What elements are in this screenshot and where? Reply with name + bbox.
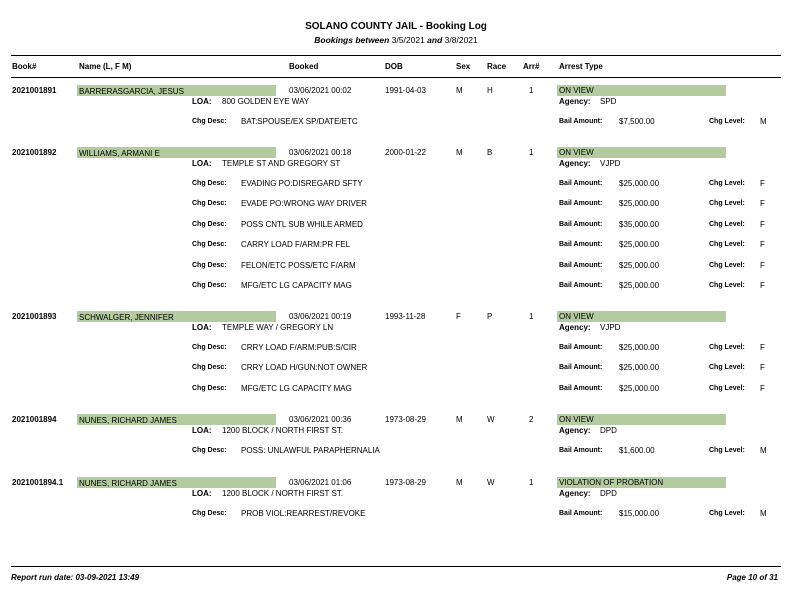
arrest-type: VIOLATION OF PROBATION — [559, 478, 664, 487]
bail-amount-label: Bail Amount: — [559, 364, 603, 372]
race-value: B — [487, 148, 493, 157]
charge-description: PROB VIOL:REARREST/REVOKE — [241, 509, 366, 518]
chg-desc-label: Chg Desc: — [192, 180, 227, 187]
col-header-race: Race — [487, 62, 507, 71]
charge-level: F — [760, 199, 765, 209]
charge-level: M — [760, 117, 767, 126]
bail-amount: $25,000.00 — [619, 281, 660, 290]
charge-description: CRRY LOAD H/GUN:NOT OWNER — [241, 363, 368, 373]
bail-amount-label: Bail Amount: — [559, 282, 603, 289]
chg-level-label: Chg Level: — [709, 220, 745, 228]
report-subtitle — [0, 35, 792, 45]
charge-level: F — [760, 363, 765, 373]
booked-datetime: 03/06/2021 00:18 — [289, 148, 352, 157]
chg-level-label: Chg Level: — [709, 510, 745, 517]
arrest-count: 1 — [529, 478, 534, 487]
chg-level-label: Chg Level: — [709, 344, 745, 351]
sex-value: M — [456, 86, 463, 95]
charge-description: BAT:SPOUSE/EX SP/DATE/ETC — [241, 117, 358, 126]
bail-amount: $25,000.00 — [619, 343, 660, 352]
bail-amount: $25,000.00 — [619, 363, 660, 373]
agency-label: Agency: — [559, 426, 591, 435]
bail-amount-label: Bail Amount: — [559, 344, 603, 351]
loa-value: 800 GOLDEN EYE WAY — [222, 97, 310, 106]
chg-level-label: Chg Level: — [709, 241, 745, 249]
agency-value: VJPD — [600, 323, 621, 332]
charge-description: FELON/ETC POSS/ETC F/ARM — [241, 260, 356, 270]
chg-desc-label: Chg Desc: — [192, 364, 227, 372]
loa-label: LOA: — [192, 97, 212, 106]
inmate-name: NUNES, RICHARD JAMES — [79, 416, 177, 425]
col-header-arr: Arr# — [523, 62, 540, 71]
booked-datetime: 03/06/2021 00:19 — [289, 312, 352, 321]
agency-label: Agency: — [559, 323, 591, 332]
bail-amount: $25,000.00 — [619, 383, 660, 393]
agency-value: DPD — [600, 426, 617, 435]
report-run-date: Report run date: 03-09-2021 13:49 — [11, 573, 140, 582]
charge-description: CRRY LOAD F/ARM:PUB:S/CIR — [241, 343, 357, 352]
arrest-count: 2 — [529, 415, 534, 424]
bail-amount: $15,000.00 — [619, 509, 660, 518]
date-from: 3/5/2021 — [391, 35, 425, 45]
charge-description: CARRY LOAD F/ARM:PR FEL — [241, 240, 351, 250]
charge-description: EVADING PO:DISREGARD SFTY — [241, 179, 363, 188]
chg-desc-label: Chg Desc: — [192, 118, 227, 125]
arrest-count: 1 — [529, 148, 534, 157]
booked-datetime: 03/06/2021 00:02 — [289, 86, 352, 95]
loa-value: 1200 BLOCK / NORTH FIRST ST. — [222, 426, 344, 435]
subtitle-and: and — [427, 35, 443, 45]
booking-number: 2021001894 — [12, 415, 57, 424]
charge-level: M — [760, 446, 767, 455]
chg-desc-label: Chg Desc: — [192, 510, 227, 517]
col-header-arrest-type: Arrest Type — [559, 62, 603, 71]
bail-amount-label: Bail Amount: — [559, 220, 603, 228]
loa-value: 1200 BLOCK / NORTH FIRST ST. — [222, 489, 344, 498]
booked-datetime: 03/06/2021 00:36 — [289, 415, 352, 424]
subtitle-prefix: Bookings between — [314, 35, 390, 45]
date-of-birth: 1973-08-29 — [385, 415, 426, 424]
chg-desc-label: Chg Desc: — [192, 200, 227, 208]
chg-level-label: Chg Level: — [709, 261, 745, 269]
chg-level-label: Chg Level: — [709, 282, 745, 289]
loa-label: LOA: — [192, 323, 212, 332]
chg-level-label: Chg Level: — [709, 118, 745, 125]
bail-amount-label: Bail Amount: — [559, 261, 603, 269]
inmate-name: NUNES, RICHARD JAMES — [79, 479, 177, 488]
chg-desc-label: Chg Desc: — [192, 344, 227, 351]
date-of-birth: 1991-04-03 — [385, 86, 426, 95]
charge-level: F — [760, 383, 765, 393]
chg-desc-label: Chg Desc: — [192, 282, 227, 289]
chg-desc-label: Chg Desc: — [192, 241, 227, 249]
chg-desc-label: Chg Desc: — [192, 220, 227, 228]
arrest-type: ON VIEW — [559, 312, 594, 321]
sex-value: M — [456, 478, 463, 487]
date-to: 3/8/2021 — [444, 35, 478, 45]
inmate-name: SCHWALGER, JENNIFER — [79, 313, 174, 322]
bail-amount: $35,000.00 — [619, 219, 660, 229]
agency-label: Agency: — [559, 97, 591, 106]
inmate-name: WILLIAMS, ARMANI E — [79, 149, 160, 158]
bail-amount-label: Bail Amount: — [559, 384, 603, 392]
col-header-name: Name (L, F M) — [79, 62, 132, 71]
charge-description: MFG/ETC LG CAPACITY MAG — [241, 281, 352, 290]
date-of-birth: 1973-08-29 — [385, 478, 426, 487]
header-rule-bottom — [11, 77, 781, 78]
bail-amount-label: Bail Amount: — [559, 447, 603, 454]
charge-level: F — [760, 343, 765, 352]
chg-desc-label: Chg Desc: — [192, 384, 227, 392]
sex-value: M — [456, 415, 463, 424]
col-header-book: Book# — [12, 62, 37, 71]
sex-value: M — [456, 148, 463, 157]
header-rule-top — [11, 55, 781, 56]
chg-level-label: Chg Level: — [709, 200, 745, 208]
booking-number: 2021001894.1 — [12, 478, 64, 487]
race-value: W — [487, 415, 495, 424]
loa-label: LOA: — [192, 426, 212, 435]
chg-level-label: Chg Level: — [709, 180, 745, 187]
charge-description: EVADE PO:WRONG WAY DRIVER — [241, 199, 367, 209]
chg-desc-label: Chg Desc: — [192, 447, 227, 454]
bail-amount: $1,600.00 — [619, 446, 655, 455]
date-of-birth: 1993-11-28 — [385, 312, 426, 321]
charge-description: MFG/ETC LG CAPACITY MAG — [241, 383, 352, 393]
charge-level: F — [760, 260, 765, 270]
arrest-count: 1 — [529, 312, 534, 321]
bail-amount-label: Bail Amount: — [559, 241, 603, 249]
bail-amount: $25,000.00 — [619, 199, 660, 209]
loa-value: TEMPLE WAY / GREGORY LN — [222, 323, 334, 332]
agency-label: Agency: — [559, 489, 591, 498]
col-header-dob: DOB — [385, 62, 403, 71]
charge-description: POSS CNTL SUB WHILE ARMED — [241, 219, 363, 229]
loa-label: LOA: — [192, 159, 212, 168]
charge-level: F — [760, 240, 765, 250]
footer-rule — [11, 566, 781, 567]
loa-label: LOA: — [192, 489, 212, 498]
booking-number: 2021001891 — [12, 86, 57, 95]
race-value: P — [487, 312, 493, 321]
agency-label: Agency: — [559, 159, 591, 168]
bail-amount-label: Bail Amount: — [559, 118, 603, 125]
loa-value: TEMPLE ST AND GREGORY ST — [222, 159, 341, 168]
bail-amount: $25,000.00 — [619, 179, 660, 188]
race-value: W — [487, 478, 495, 487]
sex-value: F — [456, 312, 461, 321]
booking-number: 2021001892 — [12, 148, 57, 157]
chg-level-label: Chg Level: — [709, 447, 745, 454]
bail-amount-label: Bail Amount: — [559, 200, 603, 208]
charge-level: F — [760, 281, 765, 290]
agency-value: VJPD — [600, 159, 621, 168]
charge-level: F — [760, 179, 765, 188]
chg-level-label: Chg Level: — [709, 364, 745, 372]
chg-desc-label: Chg Desc: — [192, 261, 227, 269]
arrest-type: ON VIEW — [559, 86, 594, 95]
bail-amount: $25,000.00 — [619, 240, 660, 250]
col-header-booked: Booked — [289, 62, 319, 71]
bail-amount: $7,500.00 — [619, 117, 655, 126]
booked-datetime: 03/06/2021 01:06 — [289, 478, 352, 487]
arrest-type: ON VIEW — [559, 148, 594, 157]
arrest-type: ON VIEW — [559, 415, 594, 424]
date-of-birth: 2000-01-22 — [385, 148, 426, 157]
bail-amount-label: Bail Amount: — [559, 180, 603, 187]
booking-number: 2021001893 — [12, 312, 57, 321]
bail-amount: $25,000.00 — [619, 260, 660, 270]
report-title: SOLANO COUNTY JAIL - Booking Log — [305, 21, 487, 32]
charge-level: F — [760, 219, 765, 229]
race-value: H — [487, 86, 493, 95]
chg-level-label: Chg Level: — [709, 384, 745, 392]
page-number: Page 10 of 31 — [726, 573, 778, 582]
charge-description: POSS: UNLAWFUL PARAPHERNALIA — [241, 446, 380, 455]
col-header-sex: Sex — [456, 62, 471, 71]
inmate-name: BARRERASGARCIA, JESUS — [79, 87, 184, 96]
agency-value: DPD — [600, 489, 617, 498]
charge-level: M — [760, 509, 767, 518]
agency-value: SPD — [600, 97, 617, 106]
arrest-count: 1 — [529, 86, 534, 95]
bail-amount-label: Bail Amount: — [559, 510, 603, 517]
